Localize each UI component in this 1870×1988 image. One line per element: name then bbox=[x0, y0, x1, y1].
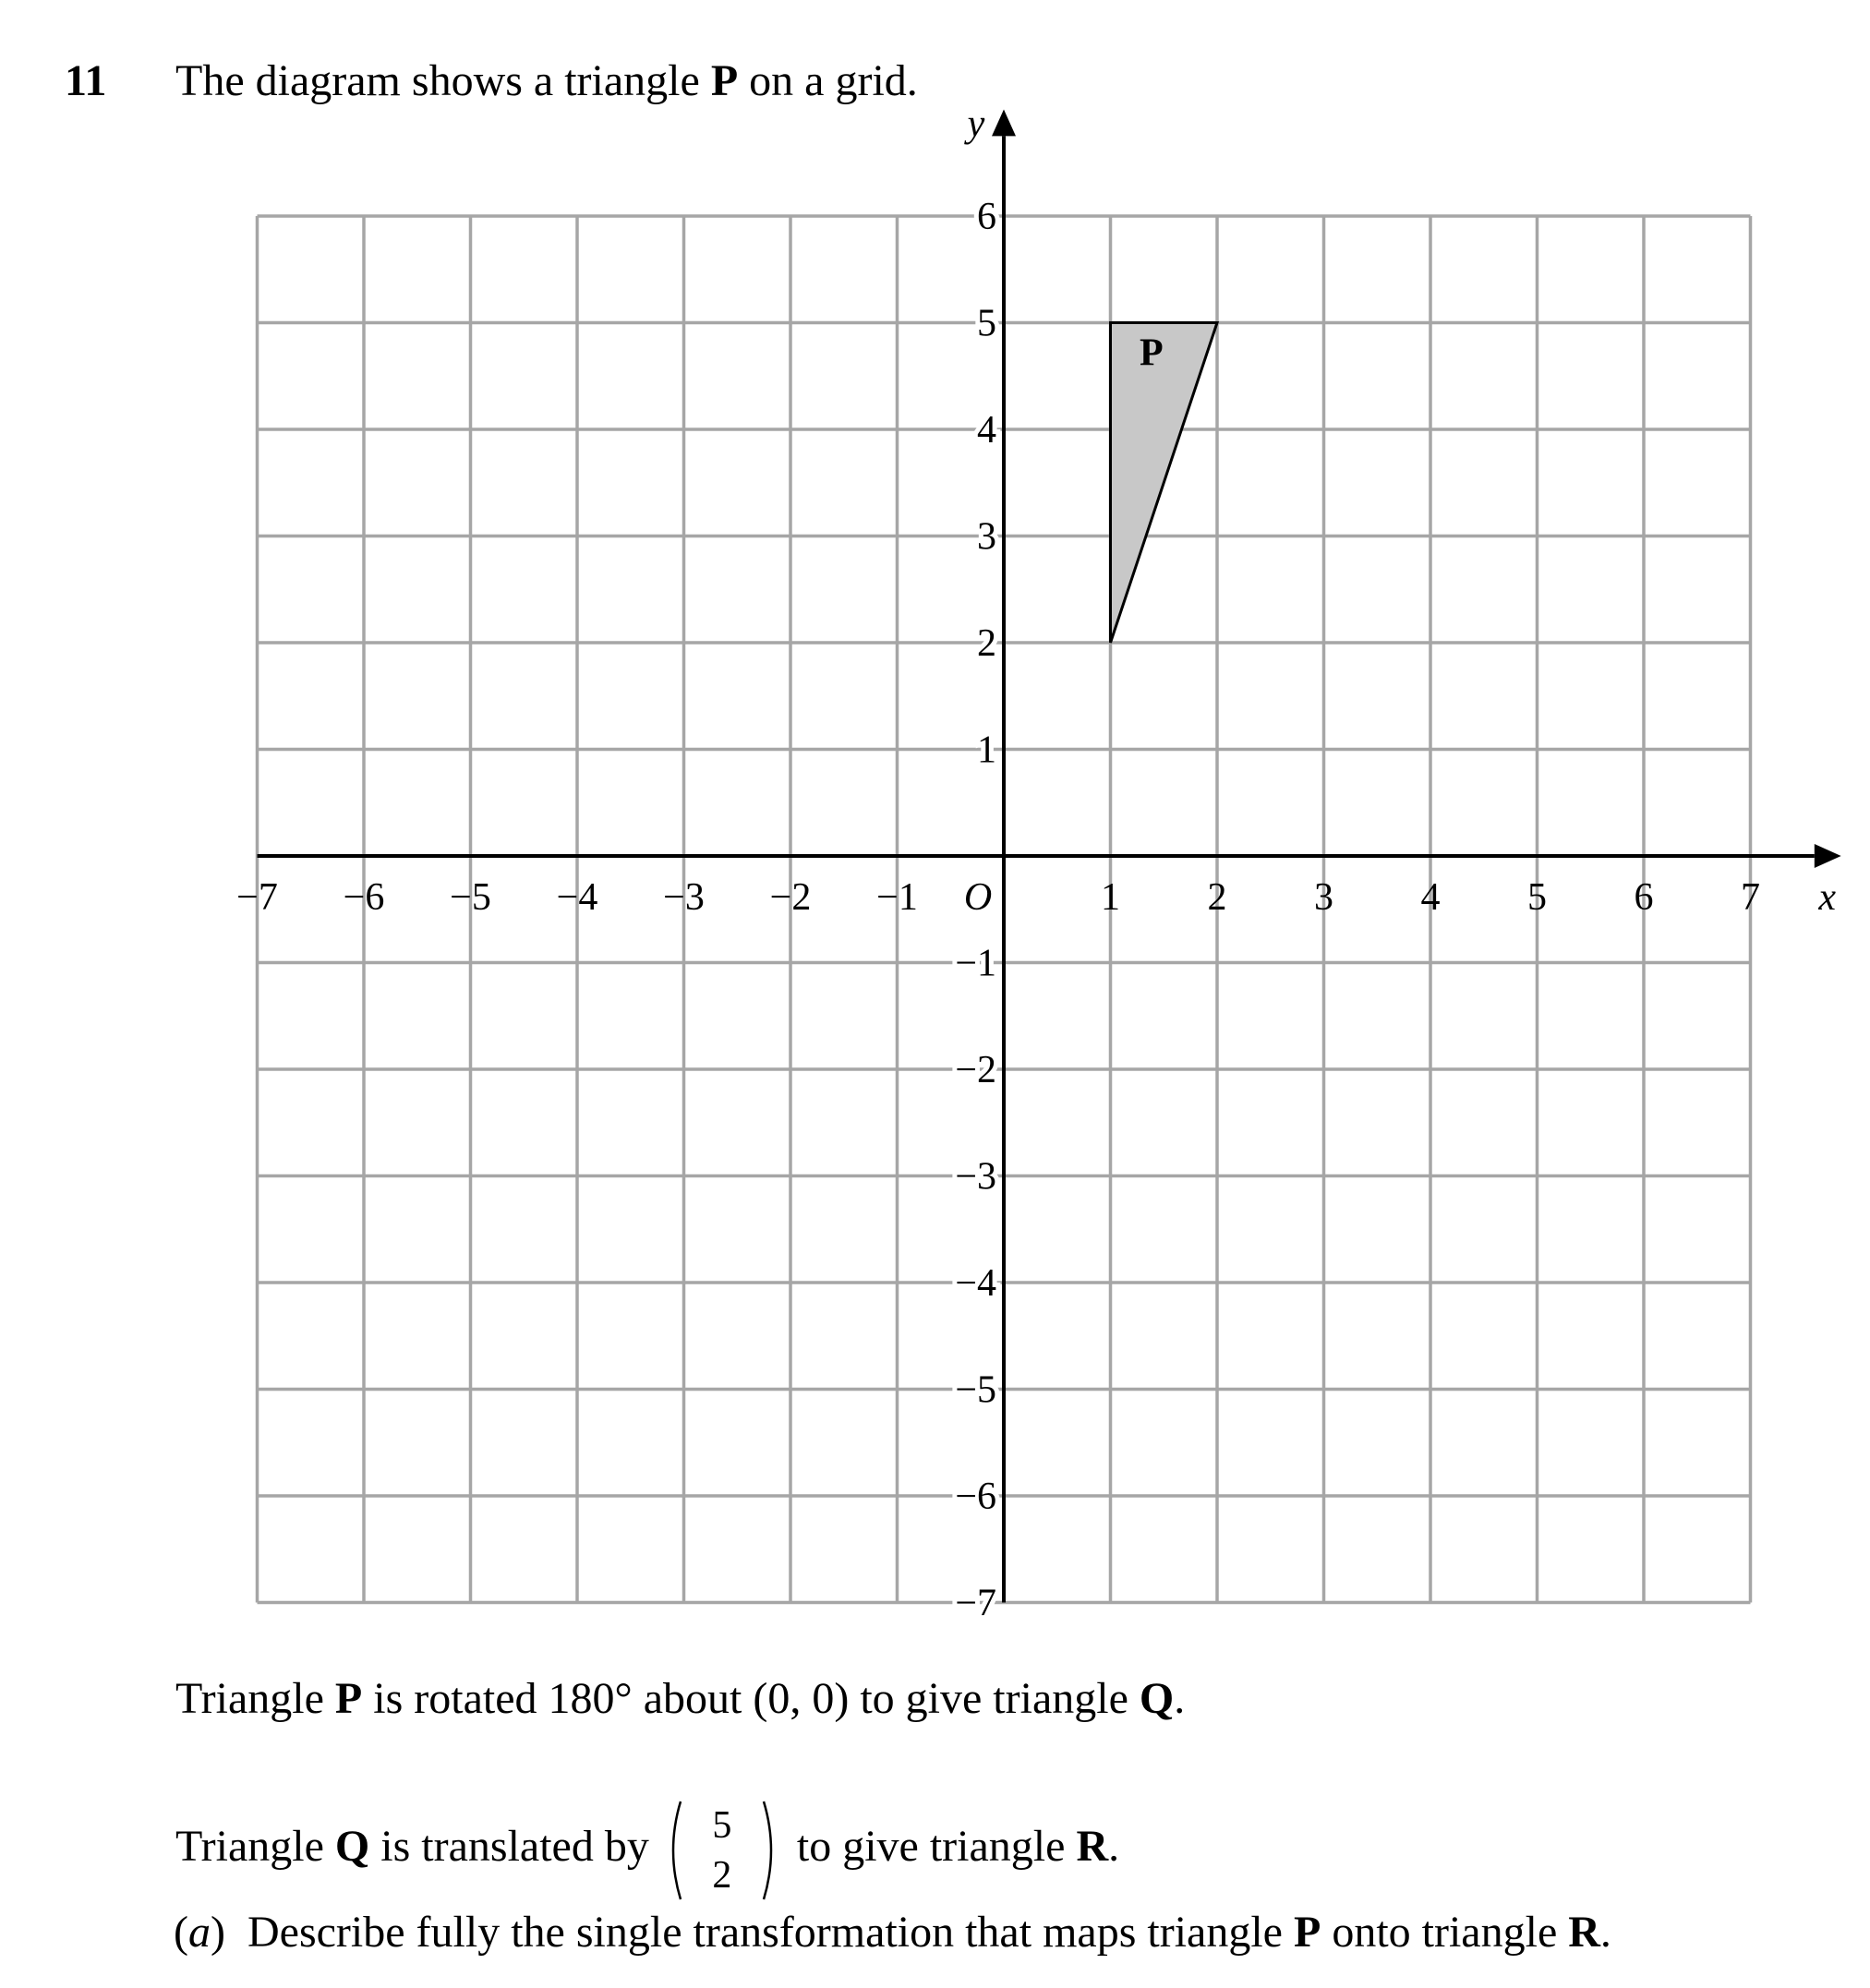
vector-top: 5 bbox=[712, 1804, 732, 1847]
part-a-text-2: onto triangle bbox=[1321, 1908, 1569, 1957]
part-a-open-paren: ( bbox=[174, 1908, 188, 1957]
rotation-triangle-q: Q bbox=[1139, 1674, 1175, 1723]
part-a-triangle-r: R bbox=[1568, 1908, 1600, 1957]
part-a-question bbox=[174, 1907, 1611, 1958]
part-a-close-paren: ) bbox=[210, 1908, 225, 1957]
question-number: 11 bbox=[65, 56, 107, 105]
translation-text-1: Triangle bbox=[175, 1822, 335, 1872]
intro-end: on a grid. bbox=[738, 56, 918, 105]
rotation-triangle-p: P bbox=[334, 1674, 363, 1723]
axes bbox=[258, 110, 1841, 1603]
x-tick-label: −2 bbox=[769, 876, 812, 919]
origin-label: O bbox=[963, 876, 993, 919]
y-tick-label: −7 bbox=[955, 1582, 996, 1625]
y-tick-label: −4 bbox=[955, 1262, 996, 1305]
y-tick-label: −3 bbox=[955, 1155, 996, 1199]
translation-text-3: to give triangle bbox=[796, 1822, 1077, 1872]
part-a-letter: a bbox=[187, 1908, 211, 1957]
x-tick-label: −3 bbox=[663, 876, 705, 919]
part-a-text-3: . bbox=[1599, 1908, 1611, 1957]
rotation-text-1: Triangle bbox=[175, 1674, 335, 1723]
triangle-p bbox=[1111, 323, 1218, 644]
x-tick-label: −7 bbox=[236, 876, 278, 919]
translation-triangle-r: R bbox=[1076, 1822, 1109, 1872]
x-axis-label: x bbox=[1818, 876, 1836, 919]
translation-statement bbox=[175, 1796, 1119, 1905]
intro-text: The diagram shows a triangle bbox=[175, 56, 711, 105]
x-tick-label: −1 bbox=[876, 876, 918, 919]
y-tick-label: 4 bbox=[977, 409, 996, 452]
y-axis-arrow bbox=[992, 110, 1016, 137]
translation-text-4: . bbox=[1108, 1822, 1120, 1872]
triangle-p-label: P bbox=[1139, 331, 1164, 375]
part-a-label bbox=[174, 1908, 225, 1957]
x-tick-label: 3 bbox=[1314, 876, 1333, 919]
column-vector bbox=[660, 1796, 784, 1905]
part-a-text-1: Describe fully the single transformation that maps triangle bbox=[247, 1908, 1294, 1957]
y-tick-label: 2 bbox=[977, 622, 996, 665]
translation-text-2: is translated by bbox=[369, 1822, 649, 1872]
x-tick-labels bbox=[236, 876, 1760, 919]
x-tick-label: 2 bbox=[1207, 876, 1227, 919]
vector-bottom: 2 bbox=[712, 1854, 732, 1897]
y-tick-label: 3 bbox=[977, 515, 996, 559]
x-axis-arrow bbox=[1815, 844, 1841, 868]
y-tick-label: −2 bbox=[955, 1049, 996, 1091]
intro-triangle-label: P bbox=[710, 56, 739, 105]
translation-triangle-q: Q bbox=[334, 1822, 370, 1872]
rotation-text-3: . bbox=[1174, 1674, 1186, 1723]
x-tick-label: 6 bbox=[1634, 876, 1654, 919]
rotation-statement bbox=[175, 1673, 1185, 1724]
y-tick-label: 6 bbox=[977, 196, 996, 238]
x-tick-label: −6 bbox=[343, 876, 385, 919]
y-tick-label: −6 bbox=[955, 1476, 996, 1518]
x-tick-label: 7 bbox=[1741, 876, 1760, 919]
y-tick-label: −5 bbox=[955, 1368, 996, 1412]
x-tick-label: −4 bbox=[556, 876, 598, 919]
y-axis-label: y bbox=[967, 102, 985, 146]
x-tick-label: 1 bbox=[1101, 876, 1120, 919]
rotation-text-2: is rotated 180° about (0, 0) to give triangle bbox=[362, 1674, 1140, 1723]
x-tick-label: 5 bbox=[1527, 876, 1547, 919]
y-tick-label: 5 bbox=[977, 302, 996, 345]
x-tick-label: 4 bbox=[1420, 876, 1441, 919]
x-tick-label: −5 bbox=[450, 876, 491, 919]
part-a-triangle-p: P bbox=[1293, 1908, 1321, 1957]
y-tick-label: −1 bbox=[955, 942, 996, 985]
y-tick-label: 1 bbox=[977, 729, 996, 772]
